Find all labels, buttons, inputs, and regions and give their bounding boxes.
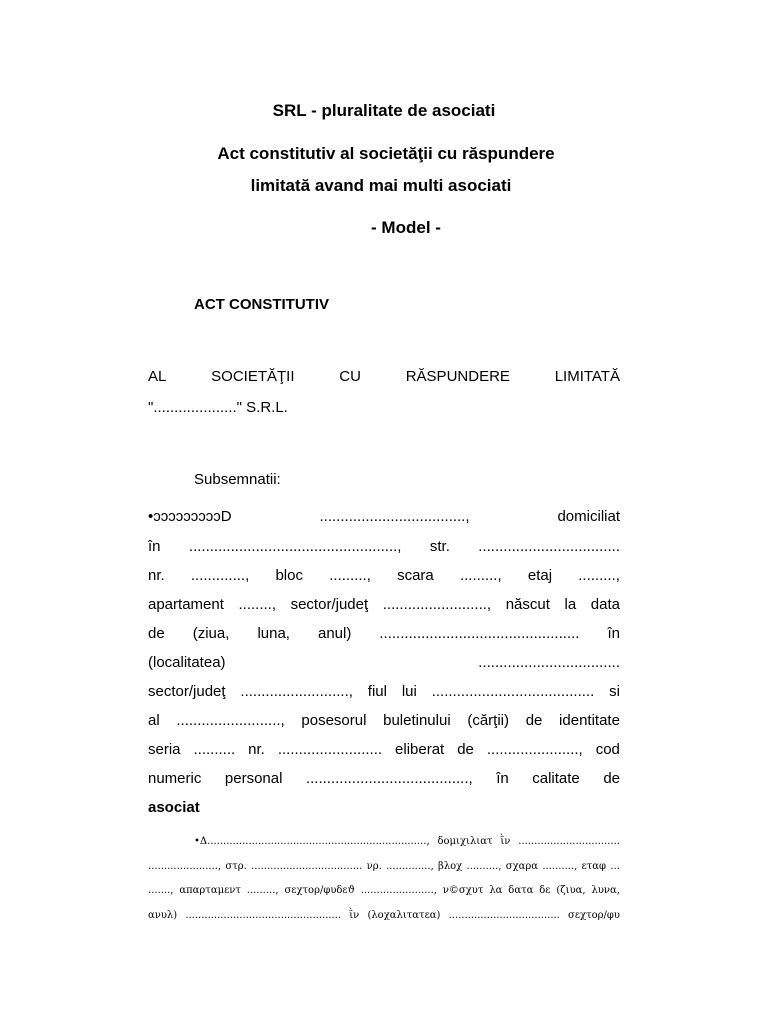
word: ........., [578,567,620,584]
word: ..................................., [319,508,470,525]
asociat-1-line [148,625,620,642]
word: λα [489,885,503,896]
word: (λοχαλιτατεα) [367,910,441,921]
word: στρ. [225,861,247,872]
word: ........, [238,596,276,613]
word: .................................. [478,538,620,555]
word: δατα [508,885,534,896]
document-subtitle-line-2: limitată avand mai multi asociati [250,176,512,195]
subsemnatii-label: Subsemnatii: [194,471,281,488]
asociat-2-line [148,910,620,921]
word: (ζιυα, [556,885,586,896]
document-subtitle-line-1: Act constitutiv al societăţii cu răspundere [217,144,555,163]
word: domiciliat [557,508,620,525]
word: sector/judeţ [290,596,369,613]
word: RĂSPUNDERE [405,368,510,385]
word: ......................, [486,741,583,758]
word: ................................................ [379,625,580,642]
word: data [590,596,620,613]
word: σεχτορ/φυδεϑ [284,885,355,896]
word: νρ. [366,861,382,872]
word: scara [397,567,434,584]
word: identitate [559,712,620,729]
word: seria [148,741,181,758]
word: AL [148,368,167,385]
word: .........., [466,861,502,872]
word: ................................... [251,861,363,872]
word: fiul [367,683,387,700]
word: ῒν [500,836,511,847]
word: .................................. [478,654,620,671]
word: de [525,712,543,729]
word: (localitatea) [148,654,226,671]
word: str. [429,538,450,555]
word: .........., [542,861,578,872]
word: ......................., [360,885,437,896]
word: SOCIETĂŢII [211,368,295,385]
word: βλοχ [438,861,463,872]
word: .........................., [240,683,353,700]
word: ............., [190,567,250,584]
word: de [603,770,620,787]
word: de [457,741,474,758]
word: ν©σχυτ [442,885,484,896]
word: (ziua, [192,625,230,642]
word: buletinului [383,712,451,729]
word: sector/judeţ [148,683,226,700]
word: ........................., [176,712,285,729]
word: •ɔɔɔɔɔɔɔɔɔD [148,508,232,525]
company-name-line: "...................." S.R.L. [148,399,288,416]
word: ... [610,861,620,872]
word: ῒν [349,910,360,921]
word: δομιχιλιατ [437,836,493,847]
word: ανυλ) [148,910,178,921]
word: απαρταμεντ [179,885,241,896]
act-title: ACT CONSTITUTIV [194,296,329,313]
word: λυνα, [591,885,620,896]
word: ......., [148,885,174,896]
company-line [148,368,620,385]
word: cod [595,741,620,758]
asociat-1-line [148,567,620,584]
asociat-2-line [194,836,620,847]
word: bloc [275,567,303,584]
asociat-1-line [148,770,620,787]
word: si [609,683,620,700]
word: ........., [329,567,371,584]
word: în [148,538,161,555]
asociat-1-line [148,596,620,613]
asociat-1-line [148,712,620,729]
word: lui [401,683,417,700]
word: în [496,770,509,787]
word: al [148,712,160,729]
word: ......................................., [305,770,473,787]
word: ......................... [277,741,383,758]
asociat-2-line [148,861,620,872]
word: CU [339,368,361,385]
asociat-1-line [148,538,620,555]
word: (cărţii) [467,712,510,729]
word: .............., [386,861,434,872]
word: ........., [459,567,502,584]
word: σεχτορ/φυ [568,910,620,921]
word: apartament [148,596,224,613]
asociat-role: asociat [148,799,200,816]
word: ....................................... [431,683,595,700]
word: luna, [257,625,290,642]
word: anul) [318,625,352,642]
word: εταφ [581,861,607,872]
word: de [148,625,165,642]
word: ................................................. [185,910,342,921]
asociat-1-line [148,683,620,700]
asociat-1-line [148,654,620,671]
asociat-2-line [148,885,620,896]
asociat-1-line [148,741,620,758]
word: ......................, [148,861,222,872]
document-title: SRL - pluralitate de asociati [272,101,496,120]
word: numeric [148,770,202,787]
word: .................................................., [188,538,402,555]
word: personal [224,770,283,787]
word: etaj [527,567,553,584]
word: .......... [193,741,236,758]
model-label: - Model - [371,218,441,237]
word: ........., [246,885,279,896]
word: ................................ [518,836,620,847]
word: σχαρα [505,861,539,872]
word: la [564,596,577,613]
word: ................................... [448,910,560,921]
word: nr. [248,741,265,758]
word: posesorul [301,712,367,729]
word: născut [505,596,550,613]
word: •Δ....................................................................., [194,836,430,847]
word: calitate [532,770,580,787]
word: nr. [148,567,165,584]
word: în [607,625,620,642]
word: ........................., [382,596,492,613]
asociat-1-line [148,508,620,525]
word: LIMITATĂ [554,368,620,385]
word: eliberat [395,741,445,758]
word: δε [539,885,551,896]
